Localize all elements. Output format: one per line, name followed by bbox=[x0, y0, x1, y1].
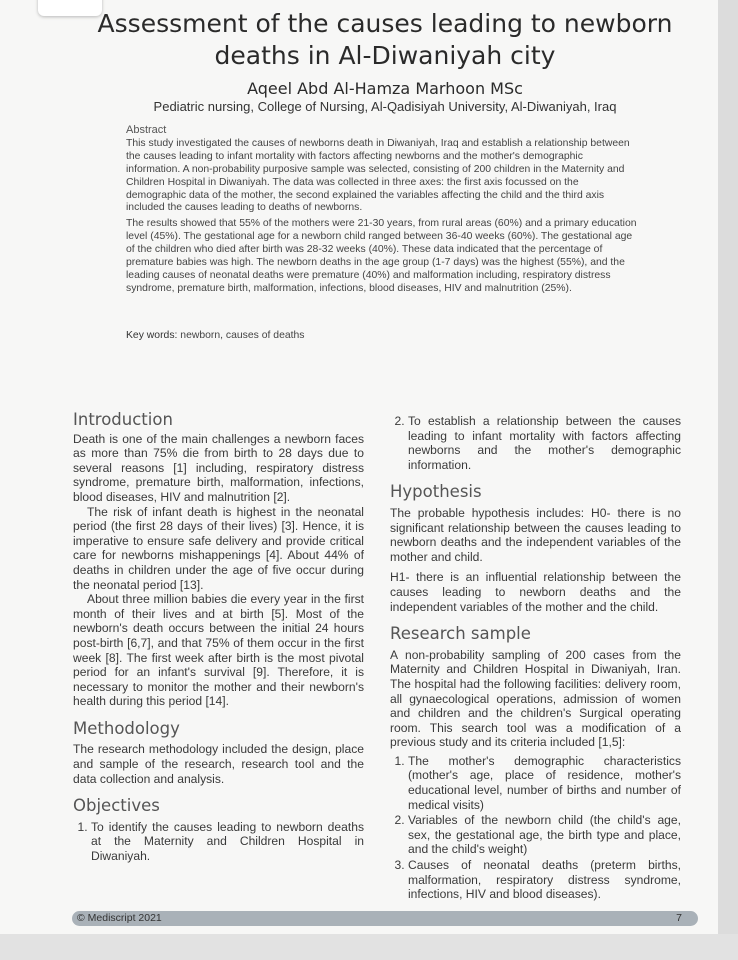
objective-item-2: 2. To establish a relationship between the causes leading to infant mortality with factors affecting newborns and the mother's demographic information. bbox=[408, 414, 681, 472]
page-edge-bottom bbox=[0, 934, 738, 960]
abstract-section bbox=[126, 124, 638, 299]
objective-item-1: 1. To identify the causes leading to newborn deaths at the Maternity and Children Hospital in Diwaniyah. bbox=[91, 820, 364, 864]
hypothesis-heading: Hypothesis bbox=[390, 482, 482, 502]
hypothesis-paragraph-2: H1- there is an influential relationship between the causes leading to newborn deaths and the independent variables of the mother and the child. bbox=[390, 570, 681, 614]
author-name: Aqeel Abd Al-Hamza Marhoon MSc bbox=[247, 79, 523, 98]
author-affiliation: Pediatric nursing, College of Nursing, Al-Qadisiyah University, Al-Diwaniyah, Iraq bbox=[153, 99, 617, 114]
objectives-list-left bbox=[73, 820, 364, 864]
right-column bbox=[390, 414, 681, 903]
introduction-heading: Introduction bbox=[73, 410, 173, 429]
page-edge-right bbox=[718, 0, 738, 960]
page-footer bbox=[72, 911, 698, 926]
methodology-paragraph: The research methodology included the design, place and sample of the research, research tool and the data collection and analysis. bbox=[73, 742, 364, 786]
article-title: Assessment of the causes leading to newborn deaths in Al-Diwaniyah city bbox=[97, 9, 673, 70]
criteria-item-3: 3. Causes of neonatal deaths (preterm births, malformation, respiratory distress syndrome, infections, HIV and blood diseases). bbox=[408, 858, 681, 902]
keywords-label: Key words: bbox=[126, 330, 178, 341]
criteria-item-1: 1. The mother's demographic characteristics (mother's age, place of residence, mother's educational level, number of births and number of medical visits) bbox=[408, 754, 681, 812]
keywords bbox=[126, 330, 304, 341]
introduction-paragraph-3: About three million babies die every year in the first month of their lives and at birth [5]. Most of the newborn's death occurs between the initial 24 hours post-birth [6,7], and that 75% of them occur in the first week [8]. The first week after birth is the most pivotal period for an infant's survival [9]. Therefore, it is necessary to monitor the mother and their newborn's health during this period [14]. bbox=[73, 592, 364, 709]
objectives-heading: Objectives bbox=[73, 796, 160, 816]
introduction-paragraph-1: Death is one of the main challenges a newborn faces as more than 75% die from birth to 28 days due to several reasons [1] including, respiratory distress syndrome, premature birth, malformation, infections, blood diseases, HIV and malnutrition [2]. bbox=[73, 431, 364, 504]
abstract-paragraph-1: This study investigated the causes of newborns death in Diwaniyah, Iraq and establish a relationship between the causes leading to infant mortality with factors affecting newborns and the mother's demographic information. A non-probability purposive sample was selected, consisting of 200 children in the Maternity and Children Hospital in Diwaniyah. The data was collected in three axes: the first axis focussed on the demographic data of the mother, the second explained the variables affecting the child and the third axis included the causes leading to deaths of newborns. bbox=[126, 137, 630, 214]
footer-copyright: © Mediscript 2021 bbox=[77, 912, 162, 924]
introduction-paragraph-2: The risk of infant death is highest in the neonatal period (the first 28 days of their lives) [3]. Hence, it is imperative to ensure safe delivery and provide critical care for newborns mishappenings [4]. About 44% of deaths in children under the age of five occur during the neonatal period [13]. bbox=[73, 504, 364, 592]
hypothesis-paragraph-1: The probable hypothesis includes: H0- there is no significant relationship between the causes leading to newborn deaths and the independent variables of the mother and child. bbox=[390, 505, 681, 564]
objectives-list-right bbox=[390, 414, 681, 472]
abstract-paragraph-2: The results showed that 55% of the mothers were 21-30 years, from rural areas (60%) and a primary education level (45%). The gestational age for a newborn child ranged between 36-40 weeks (60%). The gestational age of the children who died after birth was 28-32 weeks (40%). These data indicated that the percentage of premature babies was high. The newborn deaths in the age group (1-7 days) was the highest (55%), and the leading causes of neonatal deaths were premature (40%) and malformation including, respiratory distress syndrome, premature birth, malformation, infections, blood diseases, HIV and malnutrition (25%). bbox=[126, 218, 637, 294]
research-sample-paragraph: A non-probability sampling of 200 cases from the Maternity and Children Hospital in Diwaniyah, Iran. The hospital had the following facilities: delivery room, all gynaecological operations, admission of women and children and the children's Surgical operating room. This search tool was a modification of a previous study and its criteria included [1,5]: bbox=[390, 647, 681, 750]
criteria-list bbox=[390, 754, 681, 902]
keywords-value: newborn, causes of deaths bbox=[177, 330, 305, 341]
research-sample-heading: Research sample bbox=[390, 624, 531, 644]
left-column bbox=[73, 410, 364, 865]
methodology-heading: Methodology bbox=[73, 718, 180, 738]
criteria-item-2: 2. Variables of the newborn child (the child's age, sex, the gestational age, the birth type and place, and the child's weight) bbox=[408, 813, 681, 857]
page-number: 7 bbox=[676, 912, 682, 924]
abstract-label: Abstract bbox=[126, 124, 167, 136]
